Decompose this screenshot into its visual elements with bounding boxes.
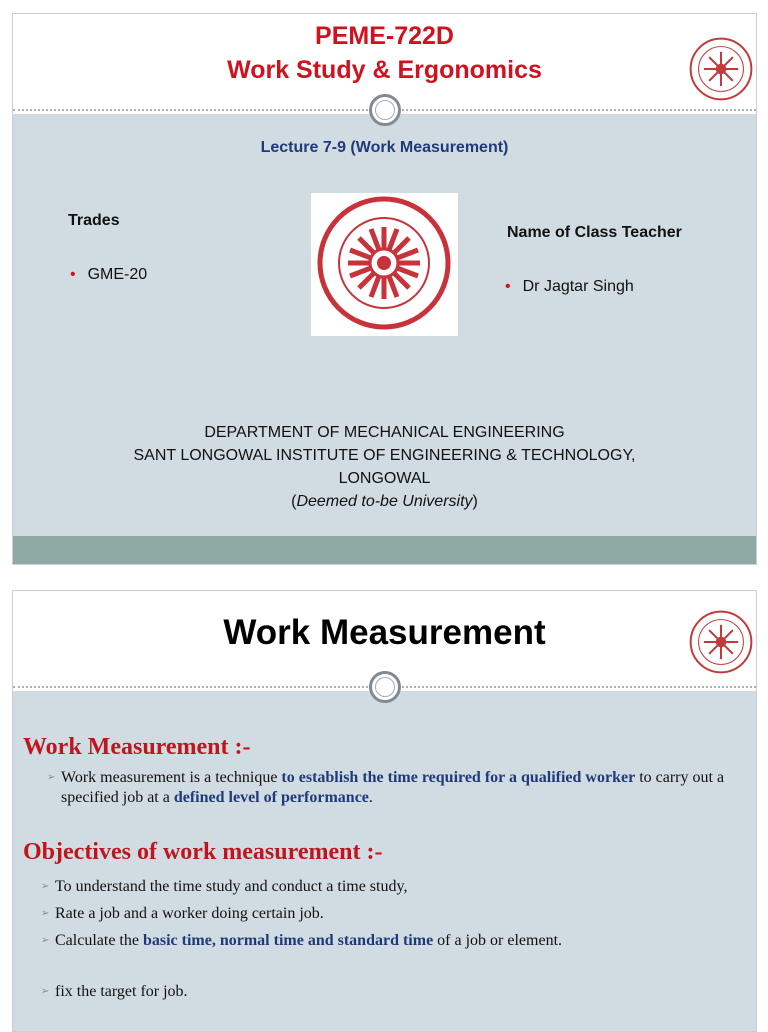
course-title: Work Study & Ergonomics: [227, 56, 542, 84]
arrow-bullet-icon: ➢: [41, 935, 50, 946]
bullet-icon: •: [70, 266, 76, 283]
objectives-heading: Objectives of work measurement :-: [23, 839, 383, 865]
institute-seal-icon: [311, 193, 458, 336]
lecture-title: Lecture 7-9 (Work Measurement): [260, 139, 509, 156]
dept-line: DEPARTMENT OF MECHANICAL ENGINEERING: [204, 424, 565, 441]
slide-title: Work Measurement: [223, 613, 546, 652]
slide-2: [12, 590, 757, 1032]
course-code: PEME-722D: [315, 22, 454, 50]
slide-2-body: [13, 691, 756, 1031]
institute-seal-small-icon: [688, 36, 754, 102]
divider-ring-icon: [369, 94, 401, 126]
objective-item: ➢ Calculate the basic time, normal time and standard time of a job or element.: [55, 930, 685, 952]
trades-heading: Trades: [68, 212, 120, 229]
objective-item: ➢ Rate a job and a worker doing certain job.: [55, 903, 735, 925]
university-line: (Deemed to-be University): [291, 493, 478, 510]
deemed-university: Deemed to-be University: [296, 493, 473, 510]
institute-line: SANT LONGOWAL INSTITUTE OF ENGINEERING & TECHNOLOGY,: [133, 447, 636, 464]
department-block: [13, 421, 756, 513]
teacher-name: Dr Jagtar Singh: [522, 278, 634, 295]
objective-item: ➢ fix the target for job.: [55, 981, 735, 1003]
arrow-bullet-icon: ➢: [47, 772, 56, 783]
slide-1-body: [13, 114, 756, 536]
work-measurement-heading: Work Measurement :-: [23, 734, 251, 760]
location-line: LONGOWAL: [338, 470, 431, 487]
objective-item: ➢ To understand the time study and conduct a time study,: [55, 876, 735, 898]
arrow-bullet-icon: ➢: [41, 986, 50, 997]
slide-1: [12, 13, 757, 565]
trade-item: [70, 266, 147, 284]
bullet-icon: •: [505, 278, 511, 295]
divider-ring-icon: [369, 671, 401, 703]
trade-label: GME-20: [87, 266, 148, 283]
bottom-bar: [13, 536, 756, 564]
teacher-item: [505, 278, 634, 296]
teacher-heading: Name of Class Teacher: [507, 224, 682, 241]
institute-seal-small-icon: [688, 609, 754, 675]
arrow-bullet-icon: ➢: [41, 908, 50, 919]
arrow-bullet-icon: ➢: [41, 881, 50, 892]
institute-seal: [311, 193, 458, 336]
definition-paragraph: ➢ Work measurement is a technique to establish the time required for a qualified worker to carry out a specified job at a defined level of performance.: [47, 769, 725, 806]
